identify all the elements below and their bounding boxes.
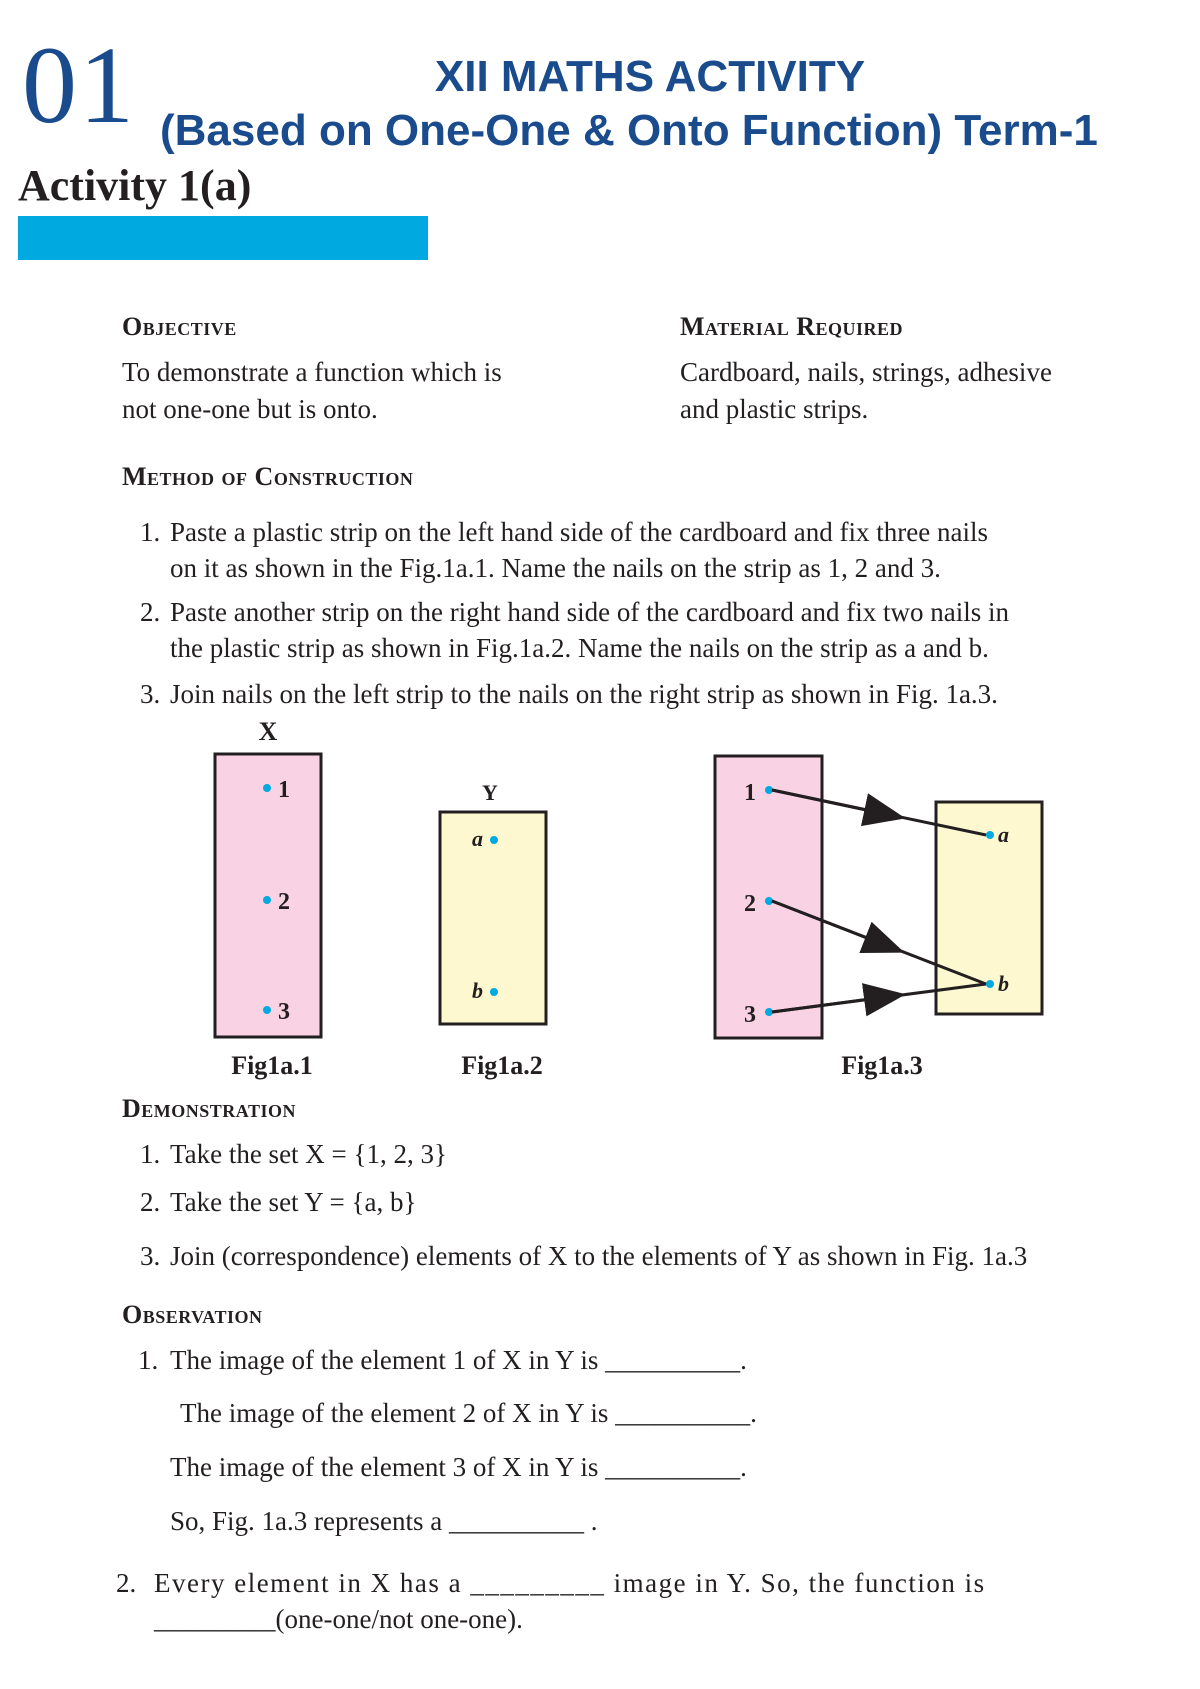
method-section [122, 462, 1162, 712]
demonstration-item [122, 1136, 1182, 1172]
fig3-nail-dot [765, 786, 773, 794]
fig2-nail-dot [490, 988, 498, 996]
fig3-left-node-label: 2 [744, 891, 756, 917]
item-text: Join (correspondence) elements of X to the elements of Y as shown in Fig. 1a.3 [170, 1241, 1028, 1271]
page-subtitle: (Based on One-One & Onto Function) Term-1 [160, 106, 1098, 155]
fig1-strip-x [215, 754, 321, 1037]
item-text: Take the set X = {1, 2, 3} [170, 1139, 447, 1169]
observation-number: 1. [138, 1345, 159, 1375]
observation-line: The image of the element 1 of X in Y is __________. [170, 1345, 747, 1375]
material-section [680, 312, 1160, 428]
step-line: Join nails on the left strip to the nails on the right strip as shown in Fig. 1a.3. [170, 679, 998, 709]
fig2-node-label: a [472, 826, 483, 851]
chapter-number: 01 [22, 24, 136, 146]
demonstration-heading: Demonstration [122, 1094, 296, 1123]
observation-line: The image of the element 3 of X in Y is __________. [170, 1452, 747, 1482]
observation-line: _________(one-one/not one-one). [154, 1604, 523, 1634]
objective-line-2: not one-one but is onto. [122, 394, 378, 424]
fig2-nail-dot [490, 836, 498, 844]
item-number: 2. [140, 1187, 161, 1217]
fig1-nail-dot [263, 896, 271, 904]
accent-bar [18, 216, 428, 260]
item-number: 1. [140, 1139, 161, 1169]
method-heading: Method of Construction [122, 462, 414, 491]
fig3-left-node-label: 3 [744, 1002, 756, 1028]
step-number: 3. [140, 679, 161, 709]
fig3-nail-dot [986, 831, 994, 839]
method-step [122, 514, 1162, 586]
demonstration-item [122, 1238, 1182, 1274]
step-number: 1. [140, 517, 161, 547]
fig3-left-node-label: 1 [744, 780, 756, 806]
fig3-nail-dot [765, 897, 773, 905]
observation-line: Every element in X has a _________ image in Y. So, the function is [154, 1568, 986, 1598]
method-step [122, 676, 1162, 712]
fig2-caption: Fig1a.2 [461, 1051, 543, 1080]
item-number: 3. [140, 1241, 161, 1271]
step-line: Paste another strip on the right hand side of the cardboard and fix two nails in [170, 597, 1010, 627]
fig1-node-label: 3 [278, 999, 290, 1025]
observation-line: So, Fig. 1a.3 represents a __________ . [170, 1506, 598, 1536]
fig3-right-node-label: b [998, 971, 1009, 996]
step-line: Paste a plastic strip on the left hand side of the cardboard and fix three nails [170, 517, 988, 547]
material-heading: Material Required [680, 312, 904, 341]
fig2-node-label: b [472, 978, 483, 1003]
observation-line: The image of the element 2 of X in Y is __________. [180, 1398, 757, 1428]
material-line-2: and plastic strips. [680, 394, 869, 424]
fig1-caption: Fig1a.1 [231, 1051, 313, 1080]
observation-heading: Observation [122, 1300, 263, 1329]
fig3-right-node-label: a [998, 822, 1009, 847]
objective-section [122, 312, 622, 428]
step-line: the plastic strip as shown in Fig.1a.2. Name the nails on the strip as a and b. [170, 633, 989, 663]
activity-title: Activity 1(a) [18, 161, 252, 210]
fig3-nail-dot [765, 1008, 773, 1016]
figures-diagram [0, 720, 1200, 1090]
material-line-1: Cardboard, nails, strings, adhesive [680, 357, 1052, 387]
method-step [122, 594, 1162, 666]
item-text: Take the set Y = {a, b} [170, 1187, 417, 1217]
fig2-set-label: Y [482, 780, 498, 805]
fig3-nail-dot [986, 980, 994, 988]
objective-heading: Objective [122, 312, 237, 341]
step-number: 2. [140, 597, 161, 627]
step-line: on it as shown in the Fig.1a.1. Name the nails on the strip as 1, 2 and 3. [170, 553, 941, 583]
fig1-set-label: X [258, 720, 278, 746]
fig1-nail-dot [263, 1006, 271, 1014]
fig1-node-label: 2 [278, 889, 290, 915]
demonstration-item [122, 1184, 1182, 1220]
fig1-node-label: 1 [278, 777, 290, 803]
observation-number: 2. [116, 1568, 137, 1598]
page-title: XII MATHS ACTIVITY [434, 52, 866, 101]
fig3-caption: Fig1a.3 [841, 1051, 923, 1080]
demonstration-section [122, 1094, 1182, 1274]
objective-line-1: To demonstrate a function which is [122, 357, 502, 387]
fig1-nail-dot [263, 784, 271, 792]
